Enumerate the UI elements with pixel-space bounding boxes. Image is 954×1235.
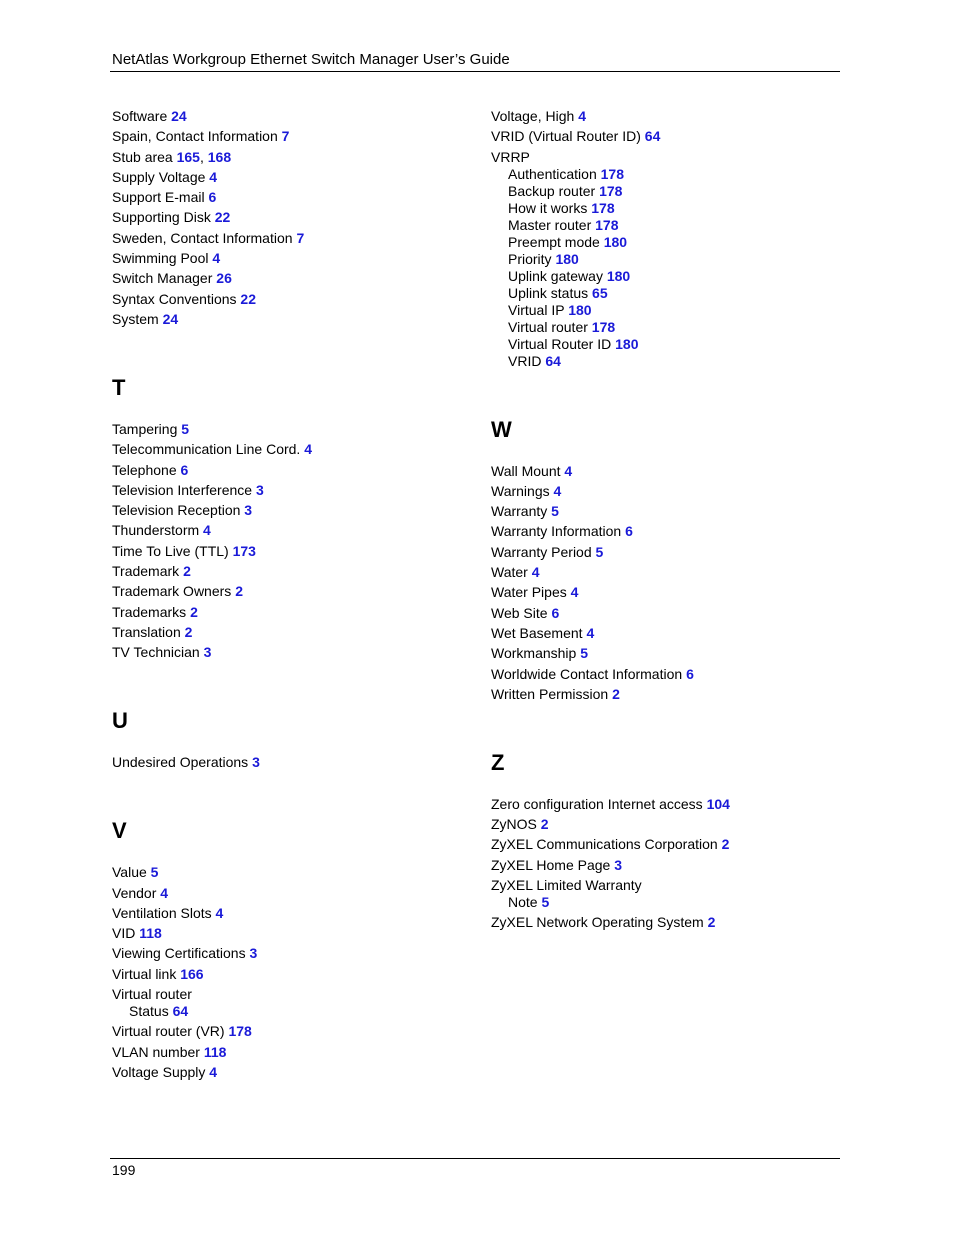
index-page-link[interactable]: 6 (551, 604, 560, 621)
index-subentry (491, 217, 841, 234)
index-entry (112, 583, 462, 600)
index-entry (112, 644, 462, 661)
index-page-link[interactable]: 2 (235, 583, 243, 600)
index-term: Syntax Conventions (112, 290, 237, 307)
index-entry (491, 128, 841, 145)
index-term: Warranty (491, 503, 548, 520)
index-term: Time To Live (TTL) (112, 542, 229, 559)
index-term: Wall Mount (491, 462, 561, 479)
index-entry (112, 885, 462, 902)
index-page-link[interactable]: 168 (207, 148, 232, 165)
index-term: VRRP (491, 148, 530, 165)
index-subterm: Uplink status (508, 284, 589, 301)
index-entry (112, 624, 462, 641)
index-page-link[interactable]: 26 (216, 270, 232, 287)
index-term: Voltage, High (491, 108, 575, 124)
index-entry (112, 905, 462, 922)
index-term: Swimming Pool (112, 250, 209, 267)
index-subentry (491, 285, 841, 302)
index-page-link[interactable]: 2 (183, 563, 191, 580)
index-page-link[interactable]: 180 (603, 233, 628, 250)
index-term: ZyNOS (491, 816, 537, 833)
index-page-link[interactable]: 5 (551, 503, 559, 520)
page-number: 199 (112, 1162, 136, 1178)
index-page-link[interactable]: 4 (160, 884, 169, 901)
index-term: VRID (Virtual Router ID) (491, 128, 641, 145)
index-letter-heading: V (112, 818, 127, 844)
index-term: Tampering (112, 420, 178, 437)
index-subterm: Authentication (508, 165, 597, 182)
index-subterm: Virtual IP (508, 301, 565, 318)
index-entry (491, 645, 841, 662)
index-entry (112, 563, 462, 580)
index-term: Water Pipes (491, 584, 567, 601)
index-page-link[interactable]: 178 (228, 1023, 252, 1040)
index-entry (491, 564, 841, 581)
index-letter-heading: Z (491, 749, 505, 775)
index-term: Value (112, 864, 147, 881)
index-entry (491, 149, 841, 166)
index-page-link[interactable]: 4 (578, 108, 586, 124)
index-letter-heading: U (112, 708, 128, 734)
index-page-link[interactable]: 7 (281, 128, 290, 145)
index-term: Wet Basement (491, 624, 583, 641)
index-term: Translation (112, 623, 181, 640)
index-entry (112, 108, 462, 125)
index-page-link[interactable]: 4 (209, 1063, 218, 1080)
index-term: Workmanship (491, 645, 577, 662)
index-subentry (491, 268, 841, 285)
index-page-link[interactable]: 2 (721, 836, 730, 853)
index-page-link[interactable]: 24 (162, 310, 179, 327)
index-column-right (491, 108, 841, 935)
index-term: Warnings (491, 482, 550, 499)
index-entry (112, 604, 462, 621)
index-subentry (491, 353, 841, 370)
index-term: Trademarks (112, 603, 187, 620)
index-entry (491, 914, 841, 931)
index-page-link[interactable]: 64 (644, 128, 661, 145)
index-page-link[interactable]: 3 (255, 481, 264, 498)
index-term: Written Permission (491, 685, 609, 702)
index-term: Web Site (491, 604, 548, 621)
index-term: Vendor (112, 884, 157, 901)
index-entry (491, 463, 841, 480)
index-page-link[interactable]: 165 (176, 148, 200, 165)
index-entry (112, 522, 462, 539)
index-page-link[interactable]: 178 (595, 216, 619, 233)
index-page-link[interactable]: 2 (184, 623, 193, 640)
index-entry (112, 925, 462, 942)
index-term: Viewing Certifications (112, 945, 246, 962)
index-page-link[interactable]: 6 (180, 461, 189, 478)
index-page-link[interactable]: 22 (240, 290, 256, 307)
index-page-link[interactable]: 180 (615, 335, 639, 352)
index-subentry (491, 319, 841, 336)
index-entry (491, 503, 841, 520)
index-entry (112, 250, 462, 267)
index-entry (112, 864, 462, 881)
index-term: Worldwide Contact Information (491, 665, 683, 682)
index-entry (112, 128, 462, 145)
index-term: Switch Manager (112, 270, 213, 287)
index-subentry (491, 183, 841, 200)
index-entry (112, 462, 462, 479)
index-page-link[interactable]: 2 (540, 816, 549, 833)
index-term: Water (491, 564, 528, 581)
index-term: Sweden, Contact Information (112, 229, 293, 246)
index-letter-heading: T (112, 374, 126, 400)
index-subentry (491, 336, 841, 353)
index-page-link[interactable]: 4 (212, 250, 221, 267)
index-entry (112, 986, 462, 1003)
index-entry (112, 1064, 462, 1081)
index-page-link[interactable]: 6 (208, 189, 217, 206)
index-page-link[interactable]: 4 (553, 482, 562, 499)
index-term: Thunderstorm (112, 522, 200, 539)
index-entry (112, 1044, 462, 1061)
index-page-link[interactable]: 118 (139, 925, 162, 942)
index-subterm: Master router (508, 216, 592, 233)
index-term: Zero configuration Internet access (491, 795, 703, 812)
index-subentry (491, 200, 841, 217)
index-entry (491, 523, 841, 540)
index-entry (491, 796, 841, 813)
index-term: Spain, Contact Information (112, 128, 278, 145)
index-entry (112, 966, 462, 983)
index-page-link[interactable]: 4 (304, 441, 313, 458)
index-subentry (491, 894, 841, 911)
index-page-link[interactable]: 5 (595, 543, 604, 560)
index-subterm: Preempt mode (508, 233, 600, 250)
index-term: Warranty Information (491, 523, 622, 540)
index-term: Stub area (112, 148, 173, 165)
index-term: Telephone (112, 461, 177, 478)
page-header-title: NetAtlas Workgroup Ethernet Switch Manager User’s Guide (112, 51, 510, 68)
index-entry (491, 836, 841, 853)
index-page-link[interactable]: 4 (570, 584, 579, 601)
index-page-link[interactable]: 6 (625, 523, 633, 540)
index-entry (112, 543, 462, 560)
index-page-link[interactable]: 180 (555, 250, 579, 267)
index-page-link[interactable]: 3 (252, 754, 260, 771)
index-entry (491, 483, 841, 500)
index-subentry (491, 166, 841, 183)
index-page-link[interactable]: 3 (614, 856, 623, 873)
index-page-link[interactable]: 173 (232, 542, 256, 559)
index-page-link[interactable]: 178 (599, 182, 623, 199)
index-page-link[interactable]: 64 (172, 1003, 189, 1020)
index-term: Support E-mail (112, 189, 205, 206)
index-page-link[interactable]: 3 (244, 502, 253, 519)
index-entry (491, 605, 841, 622)
index-term: Supporting Disk (112, 209, 211, 226)
index-entry (491, 666, 841, 683)
index-term: Virtual router (VR) (112, 1023, 225, 1040)
index-term: Trademark (112, 563, 180, 580)
index-subterm: How it works (508, 199, 588, 216)
index-page-link[interactable]: 180 (606, 267, 631, 284)
index-term: Virtual link (112, 965, 177, 982)
index-entry (112, 421, 462, 438)
index-page-link[interactable]: 180 (568, 301, 592, 318)
index-page-link[interactable]: 118 (203, 1043, 227, 1060)
index-entry (491, 877, 841, 894)
index-page-link[interactable]: 5 (150, 864, 159, 881)
index-page-link[interactable]: 4 (203, 522, 211, 539)
index-entry (112, 230, 462, 247)
index-entry (112, 169, 462, 186)
index-subterm: Virtual Router ID (508, 335, 612, 352)
index-page-link[interactable]: 2 (612, 685, 620, 702)
index-entry (491, 584, 841, 601)
index-term: VID (112, 925, 136, 942)
index-term: ZyXEL Home Page (491, 856, 611, 873)
index-term: Supply Voltage (112, 168, 206, 185)
index-letter-heading: W (491, 416, 512, 442)
index-term: Software (112, 108, 168, 124)
index-term: Voltage Supply (112, 1063, 206, 1080)
index-term: VLAN number (112, 1043, 200, 1060)
index-entry (112, 482, 462, 499)
index-entry (491, 108, 841, 125)
index-page-link[interactable]: 5 (580, 645, 589, 662)
index-page-link[interactable]: 4 (586, 624, 595, 641)
index-page-link[interactable]: 64 (545, 352, 561, 369)
index-subterm: Status (129, 1003, 169, 1020)
index-entry (112, 441, 462, 458)
index-subentry (491, 234, 841, 251)
index-entry (112, 945, 462, 962)
index-column-left (112, 108, 462, 1084)
index-page-link[interactable]: 24 (171, 108, 187, 124)
index-entry (112, 209, 462, 226)
footer-rule (110, 1158, 840, 1159)
index-term: ZyXEL Network Operating System (491, 914, 704, 931)
index-entry (491, 686, 841, 703)
index-page-link[interactable]: 4 (215, 904, 224, 921)
index-page-link[interactable]: 178 (591, 199, 615, 216)
index-term: ZyXEL Communications Corporation (491, 836, 718, 853)
index-subentry (491, 302, 841, 319)
index-entry (491, 857, 841, 874)
index-page-link[interactable]: 4 (564, 462, 573, 479)
index-term: ZyXEL Limited Warranty (491, 877, 642, 894)
index-entry (112, 754, 462, 771)
index-page-link[interactable]: 4 (531, 564, 540, 581)
index-page-link[interactable]: 166 (180, 965, 204, 982)
index-term: Television Interference (112, 481, 253, 498)
index-term: Ventilation Slots (112, 904, 212, 921)
index-page-link[interactable]: 22 (214, 209, 231, 226)
index-entry (491, 816, 841, 833)
index-page-link[interactable]: 4 (209, 168, 218, 185)
index-entry (491, 544, 841, 561)
index-entry (112, 189, 462, 206)
index-page-link[interactable]: 6 (686, 665, 694, 682)
index-page-link[interactable]: 178 (600, 165, 624, 182)
index-page-link[interactable]: 178 (591, 318, 616, 335)
index-entry (112, 291, 462, 308)
index-subentry (491, 251, 841, 268)
index-term: Trademark Owners (112, 583, 232, 600)
header-rule (110, 71, 840, 72)
index-entry (491, 625, 841, 642)
index-subterm: Note (508, 894, 538, 911)
index-term: Undesired Operations (112, 754, 249, 771)
index-subentry (112, 1003, 462, 1020)
index-entry (112, 1023, 462, 1040)
index-term: Television Reception (112, 502, 241, 519)
index-page-link[interactable]: 5 (541, 894, 550, 911)
index-subterm: VRID (508, 352, 542, 369)
index-term: TV Technician (112, 644, 200, 661)
index-subterm: Virtual router (508, 318, 588, 335)
index-term: Virtual router (112, 986, 192, 1003)
index-page-link[interactable]: 5 (181, 420, 190, 437)
index-entry (112, 311, 462, 328)
index-term: Warranty Period (491, 543, 592, 560)
index-subterm: Uplink gateway (508, 267, 603, 284)
index-page-link[interactable]: 65 (592, 284, 608, 301)
index-entry (112, 502, 462, 519)
index-subterm: Backup router (508, 182, 596, 199)
index-subterm: Priority (508, 250, 552, 267)
index-page-link[interactable]: 2 (190, 603, 198, 620)
index-page-link[interactable]: 3 (203, 644, 212, 661)
index-entry (112, 270, 462, 287)
index-page-link[interactable]: 3 (249, 945, 258, 962)
index-page-link[interactable]: 104 (706, 795, 730, 812)
index-entry: Stub area 165, 168 (112, 148, 232, 165)
index-page-link[interactable]: 7 (296, 229, 305, 246)
index-term: System (112, 310, 159, 327)
index-term: Telecommunication Line Cord. (112, 441, 301, 458)
index-page-link[interactable]: 2 (707, 914, 716, 931)
